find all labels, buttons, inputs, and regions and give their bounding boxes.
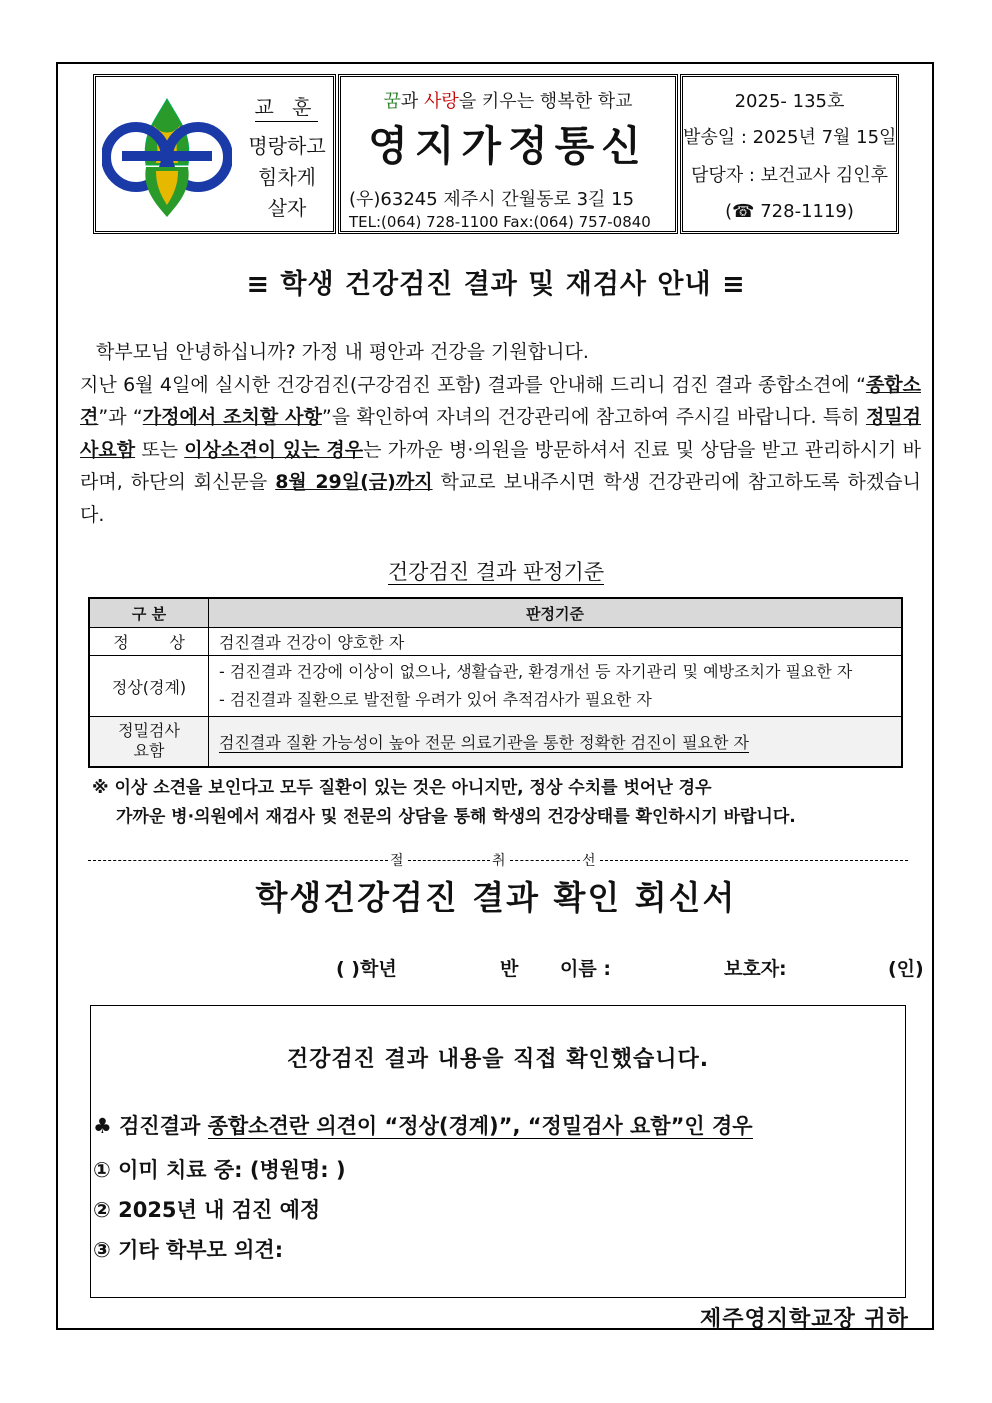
phone-fax: TEL:(064) 728-1100 Fax:(064) 757-0840: [349, 213, 651, 231]
caution-note: ※ 이상 소견을 보인다고 모두 질환이 있는 것은 아니지만, 정상 수치를 벗어난 경우 가까운 병·의원에서 재검사 및 전문의 상담을 통해 학생의 건강상태를 확인하시기 바랍니다.: [92, 778, 796, 827]
issue-number: 2025- 135호: [734, 91, 845, 112]
document-title: ≡ 학생 건강검진 결과 및 재검사 안내 ≡: [246, 269, 746, 300]
name-field[interactable]: 이름 :: [560, 958, 611, 980]
motto-cell: [93, 74, 336, 234]
option-planned-checkup[interactable]: ② 2025년 내 검진 예정: [93, 1198, 321, 1222]
class-field[interactable]: 반: [500, 958, 519, 980]
criteria-title: 건강검진 결과 판정기준: [387, 560, 605, 584]
contact-person: 담당자 : 보건교사 김인후: [690, 165, 889, 186]
body-text: [80, 336, 921, 531]
school-logo-icon: [102, 95, 232, 219]
body-paragraph: 지난 6월 4일에 실시한 건강검진(구강검진 포함) 결과를 안내해 드리니 검진 결과 종합소견에 “종합소견”과 “가정에서 조치할 사항”을 확인하여 자녀의 건강관리에 참고하여 주시길 바랍니다. 특히 정밀검사요함 또는 이상소견이 있는 경우는 가까운 병·의원을 방문하셔서 진료 및 상담을 받고 관리하시기 바라며, 하단의 회신문을 8월 29일(금)까지 학교로 보내주시면 학생 건강관리에 참고하도록 하겠습니다.: [80, 373, 922, 526]
reply-title: 학생건강검진 결과 확인 회신서: [255, 878, 737, 917]
table-row: 정상(경계) - 검진결과 건강에 이상이 없으나, 생활습관, 환경개선 등 자기관리 및 예방조치가 필요한 자 - 검진결과 질환으로 발전할 우려가 있어 추적검사가 필요한 자: [89, 656, 902, 717]
motto-title: 교 훈: [246, 91, 326, 120]
reply-box: [90, 1005, 906, 1298]
table-row: 정밀검사 요함 검진결과 질환 가능성이 높아 전문 의료기관을 통한 정확한 검진이 필요한 자: [89, 717, 902, 767]
option-treatment[interactable]: ① 이미 치료 중: (병원명: ): [93, 1158, 346, 1182]
case-heading: ♣ 검진결과 종합소견란 의견이 “정상(경계)”, “정밀검사 요함”인 경우: [93, 1114, 753, 1138]
table-row: 정 상 검진결과 건강이 양호한 자: [89, 628, 902, 656]
school-slogan: 꿈과 사랑을 키우는 행복한 학교: [383, 91, 633, 112]
addressee: 제주영지학교장 귀하: [700, 1307, 909, 1332]
school-address: (우)63245 제주시 간월동로 3길 15: [349, 189, 635, 210]
contact-extension: (☎ 728-1119): [725, 201, 854, 222]
cut-line: 절 취 선: [88, 850, 908, 870]
newsletter-header: [93, 74, 899, 234]
criteria-table: [88, 597, 903, 768]
issue-cell: [680, 74, 899, 234]
newsletter-title: 영지가정통신: [368, 122, 648, 170]
title-cell: [338, 74, 678, 234]
confirm-statement: 건강검진 결과 내용을 직접 확인했습니다.: [286, 1047, 710, 1072]
seal-mark: (인): [888, 958, 924, 980]
guardian-field[interactable]: 보호자:: [724, 958, 787, 980]
col-criteria: 판정기준: [209, 598, 903, 628]
option-parent-opinion[interactable]: ③ 기타 학부모 의견:: [93, 1238, 284, 1262]
school-motto: 명랑하고 힘차게 살자: [248, 134, 326, 220]
greeting: 학부모님 안녕하십니까? 가정 내 평안과 건강을 기원합니다.: [96, 341, 589, 363]
grade-field[interactable]: ( )학년: [336, 958, 397, 980]
issue-date: 발송일 : 2025년 7월 15일: [683, 127, 897, 148]
col-category: 구 분: [89, 598, 209, 628]
table-header-row: [89, 598, 902, 628]
